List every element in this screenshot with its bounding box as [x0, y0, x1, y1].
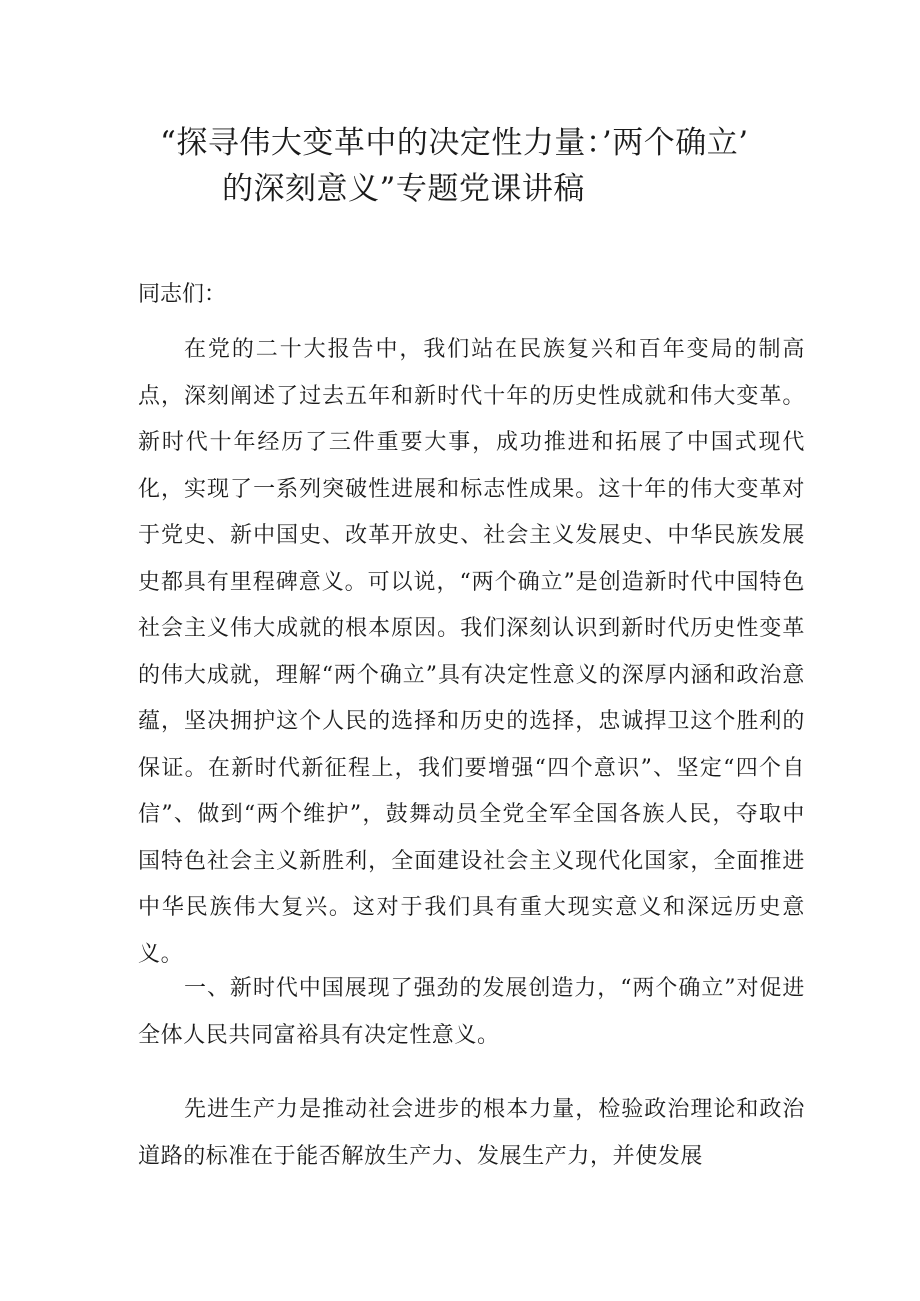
- body-paragraph-2: 先进生产力是推动社会进步的根本力量，检验政治理论和政治道路的标准在于能否解放生产力、发展生产力，并使发展: [138, 1097, 805, 1169]
- section-heading-1: 一、新时代中国展现了强劲的发展创造力，“两个确立”对促进全体人民共同富裕具有决定性意义。: [138, 976, 805, 1048]
- salutation: 同志们：: [138, 282, 227, 307]
- title-line-2: 的深刻意义”专题党课讲稿: [222, 171, 585, 207]
- body-paragraph-1: 在党的二十大报告中，我们站在民族复兴和百年变局的制高点，深刻阐述了过去五年和新时代十年的历史性成就和伟大变革。新时代十年经历了三件重要大事，成功推进和拓展了中国式现代化，实现了一系列突破性进展和标志性成果。这十年的伟大变革对于党史、新中国史、改革开放史、社会主义发展史、中华民族发展史都具有里程碑意义。可以说，“两个确立”是创造新时代中国特色社会主义伟大成就的根本原因。我们深刻认识到新时代历史性变革的伟大成就，理解“两个确立”具有决定性意义的深厚内涵和政治意蕴，坚决拥护这个人民的选择和历史的选择，忠诚捍卫这个胜利的保证。在新时代新征程上，我们要增强“四个意识”、坚定“四个自信”、做到“两个维护”，鼓舞动员全党全军全国各族人民，夺取中国特色社会主义新胜利，全面建设社会主义现代化国家，全面推进中华民族伟大复兴。这对于我们具有重大现实意义和深远历史意义。: [138, 337, 805, 967]
- document-title: [150, 120, 850, 212]
- title-line-1: “探寻伟大变革中的决定性力量：’两个确立’: [160, 125, 749, 161]
